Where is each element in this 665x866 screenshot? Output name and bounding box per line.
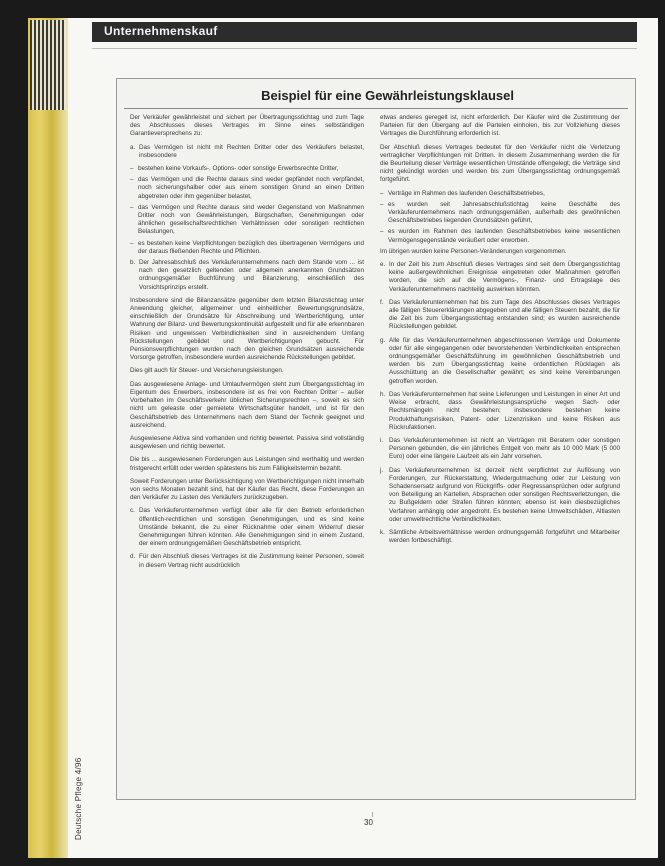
paragraph: Das ausgewiesene Anlage- und Umlaufvermögen steht zum Übergangsstichtag im Eigentum des Erwerbers, insbesondere ist es frei von Rechten Dritter – außer Vorbehalten im Geschäftsverkehr üblichen Sicherungsrechten –, soweit es sich nicht um geleaste oder gemietete Wirtschaftsgüter handelt, und ist für den Geschäftsbetrieb des Unternehmens nach dem Stand der Technik geeignet und ausreichend. xyxy=(130,380,364,429)
journal-side-label: Deutsche Pflege 4/96 xyxy=(74,757,83,840)
clause-marker: – xyxy=(130,176,134,184)
paragraph: Dies gilt auch für Steuer- und Versicherungsleistungen. xyxy=(130,367,284,375)
clause-item xyxy=(380,437,620,462)
clause-marker: – xyxy=(380,228,384,236)
clause-marker: – xyxy=(130,165,134,173)
clause-item xyxy=(130,507,364,548)
book-spine xyxy=(28,18,68,858)
page-number-rule xyxy=(372,812,373,817)
clause-text: Das Verkäuferunternehmen ist nicht an Verträgen mit Beratern oder sonstigen Personen gebunden, die ein jährliches Entgelt von mehr als 10 000 Mark (5 000 Euro) oder eine längere Laufzeit als ein Jahr vorsehen. xyxy=(389,436,620,461)
box-title-rule xyxy=(124,108,628,109)
clause-marker: a. xyxy=(130,143,136,151)
paragraph: Der Verkäufer gewährleistet und sichert per Übertragungsstichtag und zum Tage des Abschlusses dieses Vertrages im Sinne eines selbständigen Garantieversprechens zu: xyxy=(130,114,364,138)
clause-text: bestehen keine Vorkaufs-, Options- oder sonstige Erwerbsrechte Dritter, xyxy=(138,165,339,173)
clause-text: Das Verkäuferunternehmen hat seine Lieferungen und Leistungen in einer Art und Weise erbracht, dass Gewährleistungsansprüche wegen Sach- oder Rechtsmängeln nicht bestehen; insbesondere bestehen keine Produkthaftungsrisiken, Patent- oder Lizenzrisiken und keine Risiken aus Rückrufaktionen. xyxy=(389,390,620,431)
clause-marker: – xyxy=(130,239,134,247)
clause-item xyxy=(130,553,364,569)
right-column xyxy=(380,114,620,550)
paragraph: Insbesondere sind die Bilanzansätze gegenüber dem letzten Bilanzstichtag unter Anwendung gleicher, allgemeiner und einheitlicher Bewertungsgrundsätze, einschließlich der Grundsätze für Abschreibung und Wertberichtigung, unter Wahrung der Bilanz- und Bewertungskontinuität aufgestellt und für alle erkennbaren Risiken und ungewissen Verbindlichkeiten sind in ausreichendem Umfang Rückstellungen gebildet und Wertberichtigungen gebucht. Für Pensionsverpflichtungen wurden nach den gleichen Grundsätzen ausreichende Vorsorge getroffen, insbesondere wurden ausreichende Rückstellungen gebildet. xyxy=(130,296,364,362)
clause-item xyxy=(130,144,364,160)
header-rule xyxy=(92,48,637,49)
clause-item xyxy=(380,261,620,294)
clause-marker: e. xyxy=(380,261,386,269)
clause-text: Das Verkäuferunternehmen hat bis zum Tage des Abschlusses dieses Vertrages alle fälligen Steuererklärungen abgegeben und alle fälligen Steuern bezahlt, die für die Zeit bis zum Übergangsstichtag entstanden sind; es wurden ausreichende Rückstellungen gebildet. xyxy=(389,298,620,331)
clause-text: Verträge im Rahmen des laufenden Geschäftsbetriebes, xyxy=(388,189,545,197)
clause-subitem xyxy=(130,204,364,237)
clause-text: es wurden im Rahmen des laufenden Geschäftsbetriebes keine wesentlichen Vermögensgegenstände veräußert oder erworben. xyxy=(388,228,620,244)
spine-pattern xyxy=(30,20,66,110)
clause-text: das Vermögen und Rechte daraus sind weder Gegenstand von Maßnahmen Dritter noch von Gewährleistungen, Bürgschaften, Genehmigungen oder ähnlichen gesellschaftsrechtlichen Verhältnissen oder sonstigen rechtlichen Belastungen, xyxy=(138,203,364,236)
clause-subitem xyxy=(380,228,620,244)
box-title: Beispiel für eine Gewährleistungsklausel xyxy=(261,88,514,103)
clause-item xyxy=(380,529,620,545)
clause-text: Das Verkäuferunternehmen ist derzeit nicht verpflichtet zur Auflösung von Forderungen, zur Rückerstattung, Wiedergutmachung oder zur Leistung von Schadensersatz aufgrund von Rückgriffs- oder Regressansprüchen oder aufgrund von Beteiligung an Kartellen, Absprachen oder sonstigen Rechtsverletzungen, die zu Bußgeldern oder Strafen führen könnten; ebenso ist kein diesbezügliches Verfahren anhängig oder angedroht. Es bestehen keine Umweltschäden, Altlasten oder umweltrechtliche Verbindlichkeiten. xyxy=(389,466,620,523)
clause-marker: c. xyxy=(130,507,135,515)
clause-marker: g. xyxy=(380,336,386,344)
clause-item xyxy=(130,259,364,292)
paragraph: Soweit Forderungen unter Berücksichtigung von Wertberichtigungen nicht innerhalb von sechs Monaten bezahlt sind, hat der Käufer das Recht, diese Forderungen an den Verkäufer zu Lasten des Verkäufers zurückzugeben. xyxy=(130,477,364,502)
clause-marker: f. xyxy=(380,298,384,306)
clause-marker: i. xyxy=(380,436,384,444)
clause-text: Sämtliche Arbeitsverhältnisse werden ordnungsgemäß fortgeführt und Mitarbeiter werden fortbeschäftigt. xyxy=(389,528,620,545)
paragraph: Der Abschluß dieses Vertrages bedeutet für den Verkäufer nicht die Verletzung vertraglicher Verpflichtungen mit Dritten. In diesem Zusammenhang werden die für die Beurteilung dieser Verträge wesentlichen Umstände offengelegt; die Verträge sind nicht gekündigt worden und werden bis zum Übergangsstichtag ordnungsgemäß fortgeführt. xyxy=(380,143,620,184)
paragraph: Ausgewiesene Aktiva sind vorhanden und richtig bewertet. Passiva sind vollständig ausgewiesen und richtig bewertet. xyxy=(130,434,364,451)
clause-subitem xyxy=(380,190,620,198)
clause-marker: – xyxy=(380,200,384,208)
clause-marker: – xyxy=(130,203,134,211)
clause-text: Der Jahresabschluß des Verkäuferunternehmens nach dem Stande vom ... ist nach den gesetzlich geltenden oder allgemein anerkannten Grundsätzen ordnungsgemäßer Buchführung und Bilanzierung, einschließlich des Vorsichtsprinzips erstellt. xyxy=(139,259,364,291)
clause-marker: h. xyxy=(380,390,386,398)
paragraph: Die bis ... ausgewiesenen Forderungen aus Leistungen sind werthaltig und werden fristgerecht erfüllt oder werden spätestens bis zum Fälligkeitstermin bezahlt. xyxy=(130,456,364,472)
clause-item xyxy=(380,467,620,524)
clause-text: Das Verkäuferunternehmen verfügt über alle für den Betrieb erforderlichen öffentlich-rechtlichen und sonstigen Genehmigungen, und es sind keine Umstände bekannt, die zu einer Rücknahme oder einem Widerruf dieser Genehmigungen führen könnten. Alle Genehmigungen sind in einem Zustand, der einem ordnungsgemäßen Geschäftsbetrieb entspricht. xyxy=(139,507,364,548)
clause-text: es wurden seit Jahresabschlußstichtag keine Geschäfte des Verkäuferunternehmens nach ordnungsgemäßen, außerhalb des gewöhnlichen Geschäftsbetriebes liegenden Grundsätzen geführt, xyxy=(388,200,620,225)
clause-subitem xyxy=(130,176,364,201)
clause-text: Für den Abschluß dieses Vertrages ist die Zustimmung keiner Personen, soweit in diesem Vertrag nicht ausdrücklich xyxy=(139,553,364,569)
paragraph: etwas anderes geregelt ist, nicht erforderlich. Der Käufer wird die Zustimmung der Parteien für den Übergang auf die Parteien einholen, bis zur Vollziehung dieses Vertrages die Durchführung erforderlich ist. xyxy=(380,114,620,138)
clause-marker: d. xyxy=(130,553,136,561)
page-number: 30 xyxy=(364,818,373,827)
clause-text: das Vermögen und die Rechte daraus sind weder gepfändet noch verpfändet, noch sicherungshalber oder aus einem sonstigen Grund an einen Dritten abgetreten oder ihm gegenüber belastet, xyxy=(138,176,364,200)
clause-text: In der Zeit bis zum Abschluß dieses Vertrages sind seit dem Übergangsstichtag keine außergewöhnlichen Ereignisse eingetreten oder Maßnahmen getroffen worden, die sich auf die Vermögens-, Finanz- und Ertragslage des Verkäuferunternehmens nachteilig auswirken könnten. xyxy=(389,261,620,293)
clause-subitem xyxy=(130,240,364,256)
clause-text: Alle für das Verkäuferunternehmen abgeschlossenen Verträge und Dokumente oder für alle eingegangenen oder bevorstehenden Verbindlichkeiten entsprechen ordnungsgemäßer Geschäftsführung im gewöhnlichen Geschäftsbetrieb und werden bis zum Übergangsstichtag keine ordentlichen Rücklagen als Ausschüttung an die Gesellschafter gewährt; es sind keine Vereinbarungen getroffen worden. xyxy=(389,336,620,385)
clause-subitem xyxy=(130,165,364,173)
clause-marker: k. xyxy=(380,528,385,536)
clause-marker: j. xyxy=(380,466,384,474)
clause-text: Das Vermögen ist nicht mit Rechten Dritter oder des Verkäufers belastet, insbesondere xyxy=(139,143,364,159)
clause-item xyxy=(380,391,620,432)
paragraph: Im übrigen wurden keine Personen-Veränderungen vorgenommen. xyxy=(380,247,567,255)
clause-text: es bestehen keine Verpflichtungen bezüglich des übertragenen Vermögens und der daraus fließenden Rechte und Pflichten. xyxy=(138,239,364,255)
clause-item xyxy=(380,299,620,332)
clause-item xyxy=(380,337,620,386)
clause-marker: b. xyxy=(130,259,136,267)
section-title: Unternehmenskauf xyxy=(104,24,218,38)
clause-marker: – xyxy=(380,189,384,197)
clause-subitem xyxy=(380,201,620,226)
left-column xyxy=(130,114,364,575)
